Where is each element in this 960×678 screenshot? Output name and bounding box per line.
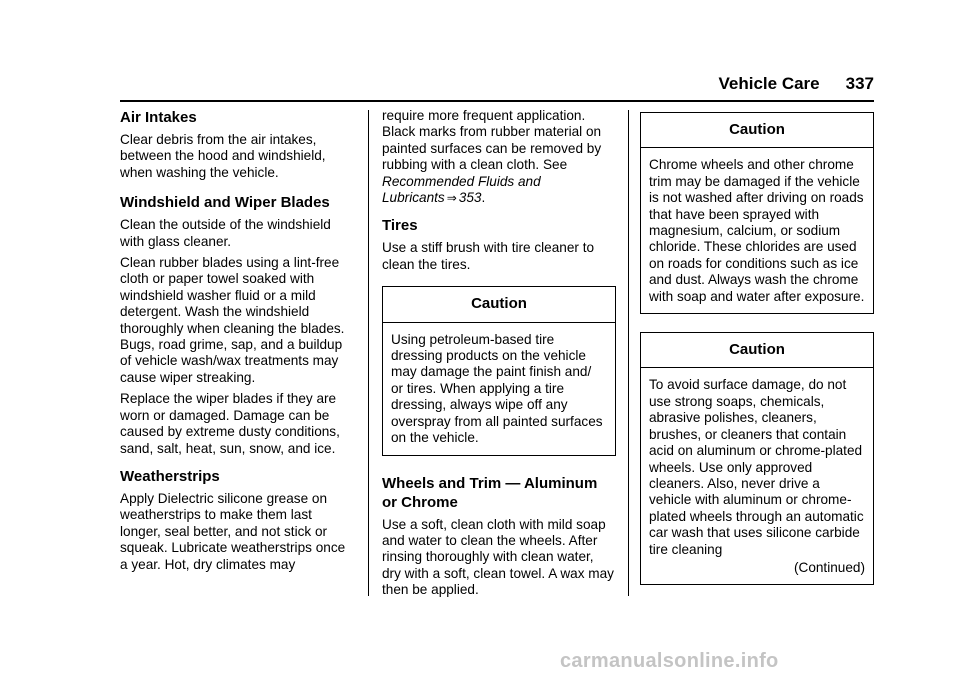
column-divider xyxy=(368,110,369,596)
tires-caution-box xyxy=(382,286,616,455)
caution-title: Caution xyxy=(641,113,873,148)
column-right xyxy=(640,108,874,585)
caution-title: Caution xyxy=(383,287,615,322)
caution-text: To avoid surface damage, do not use strong soaps, chemicals, abrasive polishes, cleaners, brushes, or cleaners that contain acid on aluminum or chrome-plated wheels. Use only approved cleaners. Also, never drive a vehicle with aluminum or chrome-plated wheels through an automatic car wash that uses silicone carbide tire cleaning xyxy=(649,377,864,557)
wheels-text: Use a soft, clean cloth with mild soap and water to clean the wheels. After rinsing thoroughly with clean water, dry with a soft, clean towel. A wax may then be applied. xyxy=(382,516,614,598)
windshield-text-2: Clean rubber blades using a lint-free cloth or paper towel soaked with windshield washer fluid or a mild detergent. Wash the windshield thoroughly when cleaning the blades. Bugs, road grime, sap, and a buildup of vehicle wash/wax treatments may cause wiper streaking. xyxy=(120,255,345,385)
column-middle xyxy=(382,108,616,604)
watermark-logo: carmanualsonline.info xyxy=(560,650,779,672)
continuation-text: require more frequent application. Black marks from rubber material on painted surfaces can be removed by rubbing with a clean cloth. See xyxy=(382,108,602,173)
page-number: 337 xyxy=(845,74,874,93)
windshield-heading: Windshield and Wiper Blades xyxy=(120,194,330,212)
continuation-paragraph: require more frequent application. Black marks from rubber material on painted surfaces can be removed by rubbing with a clean cloth. See Recommended Fluids and Lubricants ⇒ 353. xyxy=(382,108,602,206)
page-header xyxy=(719,74,875,94)
caution-text: Using petroleum-based tire dressing products on the vehicle may damage the paint finish and/ or tires. When applying a tire dressing, always wipe off any overspray from all painted surfaces on the vehicle. xyxy=(391,331,603,446)
xref-page: 353 xyxy=(458,190,482,206)
windshield-text-3: Replace the wiper blades if they are worn or damaged. Damage can be caused by extreme dusty conditions, sand, salt, heat, sun, snow, and ice. xyxy=(120,391,340,456)
caution-text: Chrome wheels and other chrome trim may be damaged if the vehicle is not washed after driving on roads that have been sprayed with magnesium, calcium, or sodium chloride. These chlorides are used on roads for conditions such as ice and dust. Always wash the chrome with soap and water after exposure. xyxy=(649,157,865,304)
column-left xyxy=(120,108,356,578)
weatherstrips-heading: Weatherstrips xyxy=(120,467,220,485)
section-title: Vehicle Care xyxy=(718,74,820,93)
page-reference-arrow-icon: ⇒ xyxy=(446,191,457,206)
windshield-text-1: Clean the outside of the windshield with glass cleaner. xyxy=(120,217,331,249)
weatherstrips-text: Apply Dielectric silicone grease on weatherstrips to make them last longer, seal better, and not stick or squeak. Lubricate weatherstrips once a year. Hot, dry climates may xyxy=(120,490,346,572)
tires-text: Use a stiff brush with tire cleaner to clean the tires. xyxy=(382,240,595,272)
tires-heading: Tires xyxy=(382,217,418,235)
continued-label: (Continued) xyxy=(793,559,865,575)
caution-title: Caution xyxy=(641,333,873,368)
xref-link[interactable]: Recommended Fluids and Lubricants ⇒ 353 xyxy=(382,173,541,206)
air-intakes-heading: Air Intakes xyxy=(120,109,197,126)
column-divider xyxy=(628,110,629,596)
chrome-caution-box xyxy=(640,112,874,314)
air-intakes-text: Clear debris from the air intakes, between the hood and windshield, when washing the vehicle. xyxy=(120,132,326,180)
header-rule xyxy=(120,100,874,102)
wheels-heading: Wheels and Trim — Aluminum or Chrome xyxy=(382,474,598,511)
surface-damage-caution-box xyxy=(640,332,874,585)
